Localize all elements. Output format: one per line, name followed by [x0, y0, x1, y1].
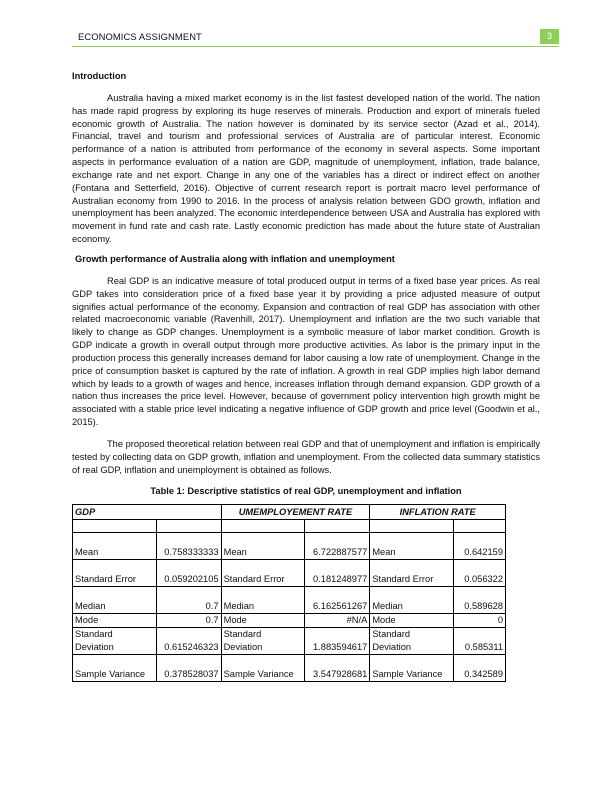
table-row — [73, 614, 506, 628]
stat-value: 0.615246323 — [156, 628, 221, 655]
stat-label: Mean — [73, 533, 157, 560]
stat-label: Mode — [370, 614, 454, 628]
header-inflation: INFLATION RATE — [370, 505, 506, 520]
table-header-row — [73, 505, 506, 520]
growth-heading: Growth performance of Australia along with inflation and unemployment — [75, 253, 395, 264]
growth-paragraph-1: Real GDP is an indicative measure of total produced output in terms of a fixed base year prices. As real GDP takes into consideration price of a fixed base year it by providing a price adjusted measure of output signifies actual performance of the economy. Expansion and contraction of real GDP has association with other related macroeconomic variable (Ravenhill, 2017). Unemployment and inflation are the two such variable that likely to change as GDP changes. Unemployment is a symbolic measure of labor market condition. Growth is GDP indicate a growth in overall output through more productive activities. As labor is the primary input in the production process this generally increases demand for labor causing a low rate of unemployment. Change in the price of consumption basket is captured by the rate of inflation. A growth in real GDP implies high labor demand which by leads to a growth of wages and hence, increases inflation through demand expansion. GDP growth of a nation thus increases the price level. However, because of government policy intervention high growth might be associated with a stable price level indicating a negative influence of GDP growth and price level (Goodwin et al., 2015). — [72, 275, 540, 428]
growth-paragraph-2: The proposed theoretical relation between real GDP and that of unemployment and inflation is empirically tested by collecting data on GDP growth, inflation and unemployment. From the collected data summary statistics of real GDP, inflation and unemployment is obtained as follows. — [72, 438, 540, 475]
stat-value: 0.342589 — [454, 655, 506, 682]
stat-value: 3.547928681 — [305, 655, 370, 682]
stat-label: Standard Deviation — [221, 628, 305, 655]
intro-paragraph: Australia having a mixed market economy is in the list fastest developed nation of the world. The nation has made rapid progress by exploring its huge reserves of minerals. Production and export of minerals fueled economic growth of Australia. The nation however is dominated by its service sector (Azad et al., 2014). Financial, travel and tourism and professional services of Australia are of particular interest. Economic performance of a nation is attributed from performance of the economy in several aspects. Some important aspects in performance evaluation of a nation are GDP, magnitude of unemployment, inflation, trade balance, exchange rate and net export. Change in any one of the variables has a direct or indirect effect on another (Fontana and Setterfield, 2016). Objective of current research report is portrait macro level performance of Australian economy from 1990 to 2016. In the process of analysis relation between GDO growth, inflation and unemployment has been analyzed. The economic interdependence between USA and Australia has explored with movement in fund rate and cash rate. Lastly economic prediction has made about the future state of Australian economy. — [72, 92, 540, 245]
stat-value: 6.722887577 — [305, 533, 370, 560]
stat-value: 0.7 — [156, 614, 221, 628]
stat-value: 0.378528037 — [156, 655, 221, 682]
document-body — [72, 70, 540, 682]
stat-value: 0.7 — [156, 587, 221, 614]
stat-label: Median — [370, 587, 454, 614]
stat-value: 0.642159 — [454, 533, 506, 560]
stat-label: Standard Error — [370, 560, 454, 587]
stat-label: Mean — [370, 533, 454, 560]
stat-value: 1.883594617 — [305, 628, 370, 655]
stat-label: Sample Variance — [370, 655, 454, 682]
stat-label: Standard Error — [221, 560, 305, 587]
page-number-badge: 3 — [540, 29, 559, 44]
stat-value: 0.589628 — [454, 587, 506, 614]
stat-label: Sample Variance — [73, 655, 157, 682]
header-unemployment: UMEMPLOYEMENT RATE — [221, 505, 370, 520]
table-row — [73, 628, 506, 655]
stat-label: Mode — [221, 614, 305, 628]
header-rule — [72, 46, 559, 47]
table-row — [73, 587, 506, 614]
stat-label: Standard Deviation — [73, 628, 157, 655]
stat-value: 0.758333333 — [156, 533, 221, 560]
stat-label: Median — [73, 587, 157, 614]
header-gdp: GDP — [73, 505, 222, 520]
stat-value: 0.585311 — [454, 628, 506, 655]
stat-label: Median — [221, 587, 305, 614]
table-row — [73, 655, 506, 682]
stat-label: Sample Variance — [221, 655, 305, 682]
intro-heading: Introduction — [72, 71, 127, 81]
stat-value: 0.059202105 — [156, 560, 221, 587]
header-title: ECONOMICS ASSIGNMENT — [78, 31, 202, 42]
table-row — [73, 560, 506, 587]
stat-label: Standard Deviation — [370, 628, 454, 655]
stat-value: #N/A — [305, 614, 370, 628]
stat-label: Mean — [221, 533, 305, 560]
stats-table — [72, 504, 506, 682]
stat-label: Standard Error — [73, 560, 157, 587]
table-blank-row — [73, 520, 506, 533]
stat-value: 6.162561267 — [305, 587, 370, 614]
stat-value: 0.181248977 — [305, 560, 370, 587]
stat-label: Mode — [73, 614, 157, 628]
stat-value: 0.056322 — [454, 560, 506, 587]
table-caption: Table 1: Descriptive statistics of real GDP, unemployment and inflation — [150, 486, 462, 497]
table-row — [73, 533, 506, 560]
stat-value: 0 — [454, 614, 506, 628]
